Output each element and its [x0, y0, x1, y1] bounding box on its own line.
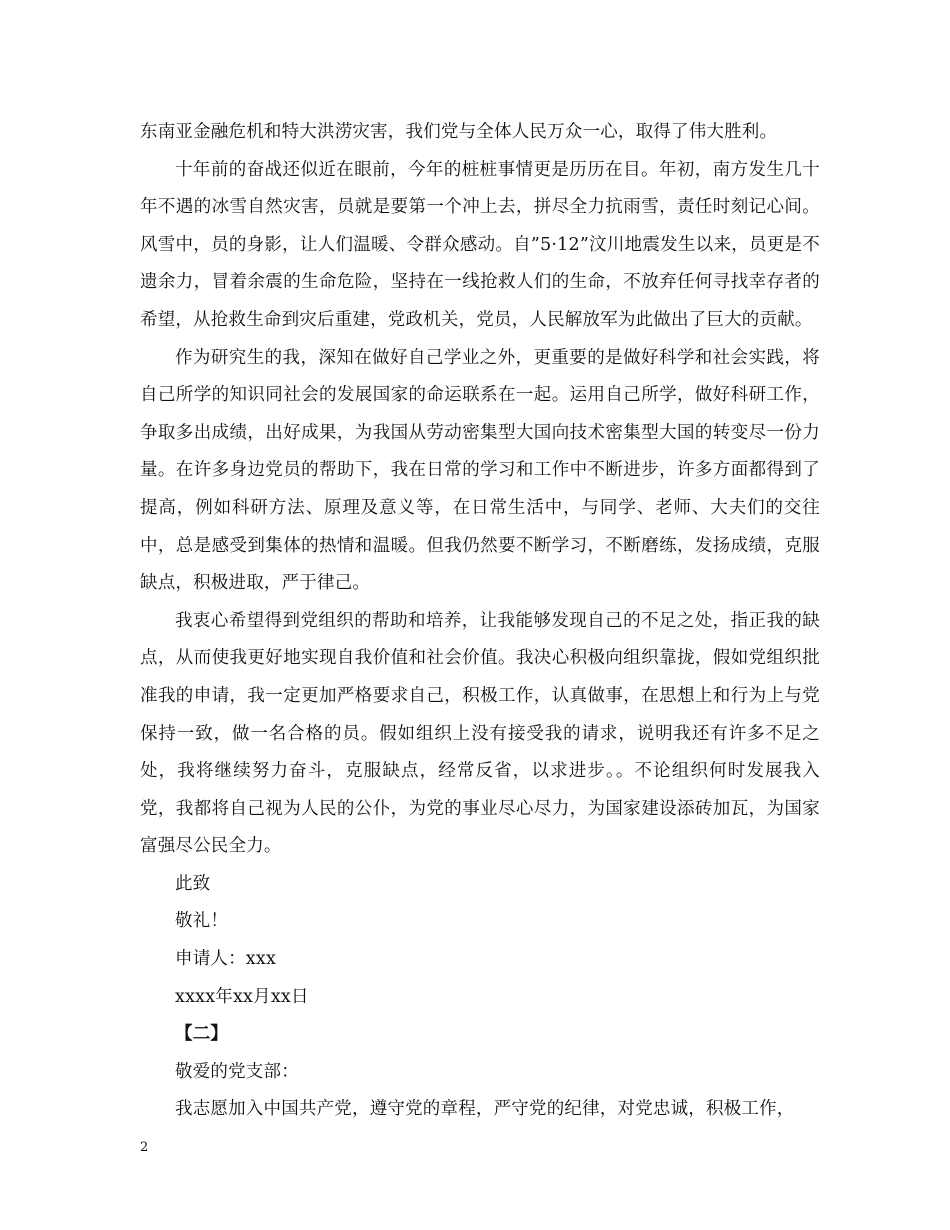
section-heading: 【二】 [175, 1024, 229, 1045]
paragraph-aspiration: 我衷心希望得到党组织的帮助和培养，让我能够发现自己的不足之处，指正我的缺点，从而使我更好地实现自我价值和社会价值。我决心积极向组织靠拢，假如党组织批准我的申请，我一定更加严格要求自己，积极工作，认真做事，在思想上和行为上与党保持一致，做一名合格的员。假如组织上没有接受我的请求，说明我还有许多不足之处，我将继续努力奋斗，克服缺点，经常反省，以求进步。。不论组织何时发展我入党，我都将自己视为人民的公仆，为党的事业尽心尽力，为国家建设添砖加瓦，为国家富强尽公民全力。 [140, 610, 820, 857]
applicant-line: 申请人：xxx [175, 949, 277, 970]
final-paragraph: 我志愿加入中国共产党，遵守党的章程，严守党的纪律，对党忠诚，积极工作， [175, 1099, 795, 1120]
closing-line: 此致 [175, 873, 211, 894]
paragraph-graduate-student: 作为研究生的我，深知在做好自己学业之外，更重要的是做好科学和社会实践，将自己所学的知识同社会的发展国家的命运联系在一起。运用自己所学，做好科研工作，争取多出成绩，出好成果，为我国从劳动密集型大国向技术密集型大国的转变尽一份力量。在许多身边党员的帮助下，我在日常的学习和工作中不断进步，许多方面都得到了提高，例如科研方法、原理及意义等，在日常生活中，与同学、老师、大夫们的交往中，总是感受到集体的热情和温暖。但我仍然要不断学习，不断磨练，发扬成绩，克服缺点，积极进取，严于律己。 [140, 347, 820, 594]
paragraph-disaster-relief: 十年前的奋战还似近在眼前，今年的桩桩事情更是历历在目。年初，南方发生几十年不遇的冰雪自然灾害，员就是要第一个冲上去，拼尽全力抗雨雪，责任时刻记心间。风雪中，员的身影，让人们温暖、令群众感动。自”5·12”汶川地震发生以来，员更是不遗余力，冒着余震的生命危险，坚持在一线抢救人们的生命，不放弃任何寻找幸存者的希望，从抢救生命到灾后重建，党政机关，党员，人民解放军为此做出了巨大的贡献。 [140, 159, 820, 330]
date-line: xxxx年xx月xx日 [175, 986, 309, 1007]
page-number: 2 [140, 1140, 149, 1155]
document-body [140, 114, 820, 1129]
paragraph-continuation: 东南亚金融危机和特大洪涝灾害，我们党与全体人民万众一心，取得了伟大胜利。 [140, 122, 778, 142]
salute-line: 敬礼！ [175, 911, 229, 932]
greeting-line: 敬爱的党支部： [175, 1061, 299, 1082]
